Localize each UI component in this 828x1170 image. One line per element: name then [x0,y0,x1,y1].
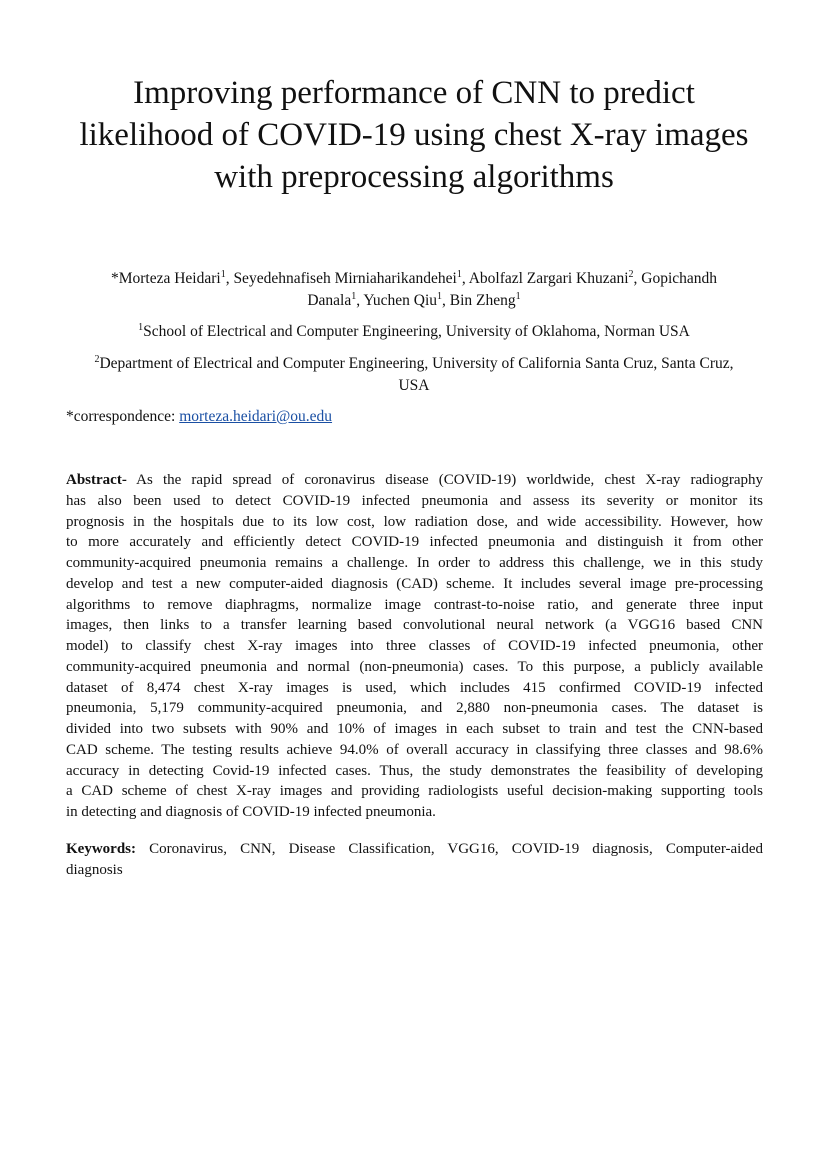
abstract-line: has also been used to detect COVID-19 infected pneumonia and assess its severity or monitor its [66,492,763,509]
author-affil-mark: 1 [515,290,521,302]
abstract-line: a CAD scheme of chest X-ray images and providing radiologists useful decision-making supporting tools [66,783,763,800]
author-name: Danala [307,292,352,309]
abstract-line: model) to classify chest X-ray images into three classes of COVID-19 infected pneumonia, other [66,638,763,654]
abstract-line: divided into two subsets with 90% and 10% of images in each subset to train and test the CNN-based [66,721,763,737]
author-affil-mark: 1 [220,268,226,280]
author-name: , Gopichandh [633,270,718,287]
correspondence [66,406,332,428]
abstract-line [66,470,763,491]
abstract-line: images, then links to a transfer learning based convolutional neural network (a VGG16 based CNN [66,617,763,634]
abstract-line: algorithms to remove diaphragms, normalize image contrast-to-noise ratio, and generate three input [66,596,763,613]
keywords-heading: Keywords: [66,841,136,857]
abstract-line: community-acquired pneumonia remains a challenge. In order to address this challenge, we in this study [66,555,763,571]
title-line: likelihood of COVID-19 using chest X-ray images [79,117,749,153]
affiliation-2 [60,353,768,397]
affil-mark: 1 [138,321,144,333]
keywords-text: Coronavirus, CNN, Disease Classification, VGG16, COVID-19 diagnosis, Computer-aided [136,841,763,857]
correspondence-label: *correspondence: [66,408,180,425]
author-affil-mark: 1 [456,268,462,280]
author-name: , Bin Zheng [442,292,516,309]
keywords-line: diagnosis [66,861,123,878]
abstract-heading: Abstract- [66,472,127,488]
abstract-line: community-acquired pneumonia and normal (non-pneumonia) cases. To this purpose, a publicly available [66,658,763,675]
title-line: with preprocessing algorithms [214,159,614,195]
abstract-line: in detecting and diagnosis of COVID-19 infected pneumonia. [66,804,436,820]
keywords-line [66,839,763,860]
author-name: *Morteza Heidari [110,270,221,287]
affiliation-1 [60,321,768,343]
author-affil-mark: 2 [628,268,634,280]
abstract-line: to more accurately and efficiently detect COVID-19 infected pneumonia and distinguish it from other [66,534,763,551]
abstract-line: develop and test a new computer-aided diagnosis (CAD) scheme. It includes several image pre-processing [66,575,763,592]
affiliation-text: School of Electrical and Computer Engineering, University of Oklahoma, Norman USA [143,323,690,340]
author-affil-mark: 1 [351,290,357,302]
affiliation-line [60,353,768,375]
author-affil-mark: 1 [437,290,443,302]
abstract-line: accuracy in detecting Covid-19 infected cases. Thus, the study demonstrates the feasibility of developing [66,762,763,779]
affiliation-line: USA [398,377,430,394]
author-line [60,290,768,312]
author-name: , Seyedehnafiseh Mirniaharikandehei [225,270,457,287]
author-name: , Yuchen Qiu [356,292,438,309]
author-name: , Abolfazl Zargari Khuzani [461,270,629,287]
affil-mark: 2 [94,353,100,365]
author-line [60,268,768,290]
email-link[interactable]: morteza.heidari@ou.edu [179,408,333,425]
abstract-line: prognosis in the hospitals due to its low cost, low radiation dose, and wide accessibility. However, how [66,513,763,530]
abstract [66,470,763,823]
paper-title [40,72,788,198]
keywords [66,839,763,881]
affiliation-text: Department of Electrical and Computer Engineering, University of California Santa Cruz, Santa Cruz, [99,355,734,372]
abstract-line: CAD scheme. The testing results achieve 94.0% of overall accuracy in classifying three classes and 98.6% [66,741,763,758]
title-line: Improving performance of CNN to predict [133,75,695,111]
author-list [60,268,768,312]
abstract-line: dataset of 8,474 chest X-ray images is used, which includes 415 confirmed COVID-19 infected [66,679,763,696]
abstract-text: As the rapid spread of coronavirus disease (COVID-19) worldwide, chest X-ray radiography [126,472,763,488]
abstract-line: pneumonia, 5,179 community-acquired pneumonia, and 2,880 non-pneumonia cases. The dataset is [66,700,763,717]
